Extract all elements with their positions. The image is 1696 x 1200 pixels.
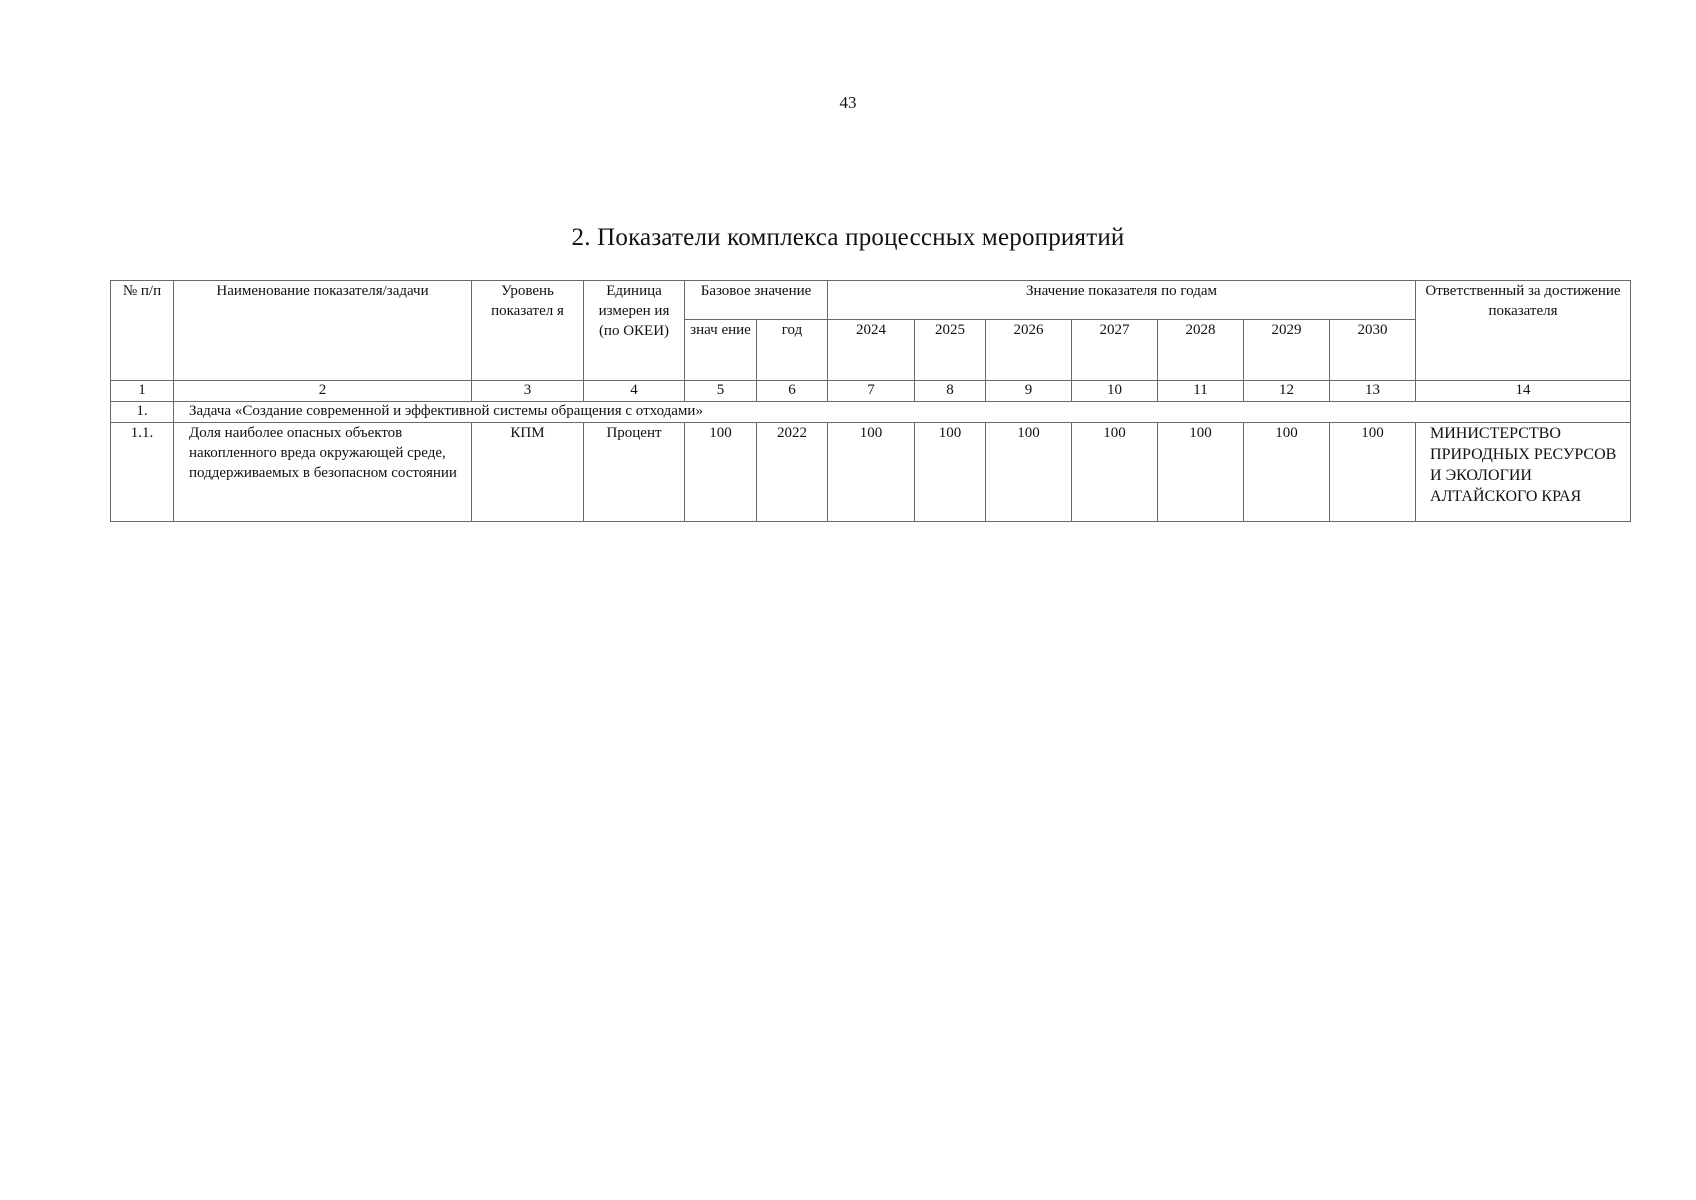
column-number: 7: [828, 381, 915, 402]
row-indicator-name: Доля наиболее опасных объектов накопленного вреда окружающей среде, поддерживаемых в безопасном состоянии: [174, 423, 472, 522]
header-year: 2024: [828, 320, 915, 381]
header-base-year: год: [757, 320, 828, 381]
page-number: 43: [839, 93, 857, 112]
header-base-value: знач ение: [685, 320, 757, 381]
row-year-value: 100: [1072, 423, 1158, 522]
row-year-value: 100: [986, 423, 1072, 522]
column-number: 8: [915, 381, 986, 402]
column-number: 1: [111, 381, 174, 402]
header-num: № п/п: [111, 281, 174, 381]
row-responsible: МИНИСТЕРСТВО ПРИРОДНЫХ РЕСУРСОВ И ЭКОЛОГИИ АЛТАЙСКОГО КРАЯ: [1416, 423, 1631, 522]
row-year-value: 100: [1330, 423, 1416, 522]
header-name: Наименование показателя/задачи: [174, 281, 472, 381]
column-number: 11: [1158, 381, 1244, 402]
column-number: 9: [986, 381, 1072, 402]
column-number: 5: [685, 381, 757, 402]
header-base: Базовое значение: [685, 281, 828, 320]
column-numbers-row: [111, 381, 1631, 402]
row-level: КПМ: [472, 423, 584, 522]
header-year: 2029: [1244, 320, 1330, 381]
section-title: 2. Показатели комплекса процессных мероприятий: [571, 224, 1125, 251]
indicators-table: [110, 280, 1631, 522]
row-base-value: 100: [685, 423, 757, 522]
column-number: 10: [1072, 381, 1158, 402]
column-number: 6: [757, 381, 828, 402]
header-year: 2030: [1330, 320, 1416, 381]
task-num: 1.: [111, 402, 174, 423]
row-year-value: 100: [1158, 423, 1244, 522]
column-number: 3: [472, 381, 584, 402]
row-unit: Процент: [584, 423, 685, 522]
column-number: 14: [1416, 381, 1631, 402]
header-year: 2028: [1158, 320, 1244, 381]
column-number: 13: [1330, 381, 1416, 402]
header-year: 2027: [1072, 320, 1158, 381]
header-level: Уровень показател я: [472, 281, 584, 381]
header-year: 2025: [915, 320, 986, 381]
header-responsible: Ответственный за достижение показателя: [1416, 281, 1631, 381]
row-year-value: 100: [915, 423, 986, 522]
row-base-year: 2022: [757, 423, 828, 522]
column-number: 2: [174, 381, 472, 402]
header-years-group: Значение показателя по годам: [828, 281, 1416, 320]
row-year-value: 100: [1244, 423, 1330, 522]
header-row-1: [111, 281, 1631, 320]
row-num: 1.1.: [111, 423, 174, 522]
task-text: Задача «Создание современной и эффективной системы обращения с отходами»: [174, 402, 1631, 423]
row-year-value: 100: [828, 423, 915, 522]
task-row: [111, 402, 1631, 423]
header-year: 2026: [986, 320, 1072, 381]
column-number: 12: [1244, 381, 1330, 402]
column-number: 4: [584, 381, 685, 402]
table-row: [111, 423, 1631, 522]
header-unit: Единица измерен ия (по ОКЕИ): [584, 281, 685, 381]
